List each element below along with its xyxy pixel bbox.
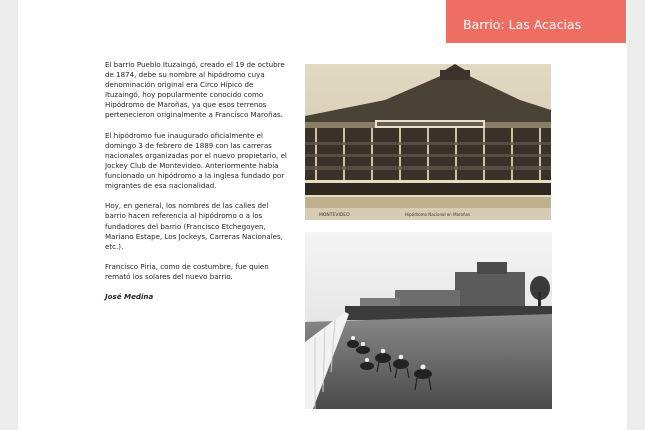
paragraph-1: El barrio Pueblo Ituzaingó, creado el 19 de octubre de 1874, debe su nombre al hipódromo cuya denominación original era Circo Hípico de Ituzaingó, hoy popularmente conocido como Hipódromo de Maroñas, ya que esos terrenos pertenecieron originalmente a Francisco Maroñas. [105,60,285,120]
postcard-caption-left: MONTEVIDEO [319,213,350,218]
horse-race-photo [305,232,552,409]
article-body [105,60,288,312]
author-signature: José Medina [105,292,154,302]
section-title: Barrio: Las Acacias [446,0,626,43]
grandstand-postcard-photo [305,64,551,220]
paragraph-3: Hoy, en general, los nombres de las calles del barrio hacen referencia al hipódromo o a los fundadores del barrio (Francisco Etchegoyen, Mariano Estape, Los Jockeys, Carreras Nacionales, etc.). [105,201,283,251]
postcard-caption-right: Hipódromo Nacional en Maroñas [405,212,471,217]
paragraph-2: El hipódromo fue inaugurado oficialmente el domingo 3 de febrero de 1889 con las carreras nacionales organizadas por el nuevo propietario, el Jockey Club de Montevideo. Anteriormente había funcionado un hipódromo a la inglesa fundado por migrantes de esa nacionalidad. [105,130,287,191]
paragraph-4: Francisco Piria, como de costumbre, fue quien remató los solares del nuevo barrio. [105,261,269,281]
